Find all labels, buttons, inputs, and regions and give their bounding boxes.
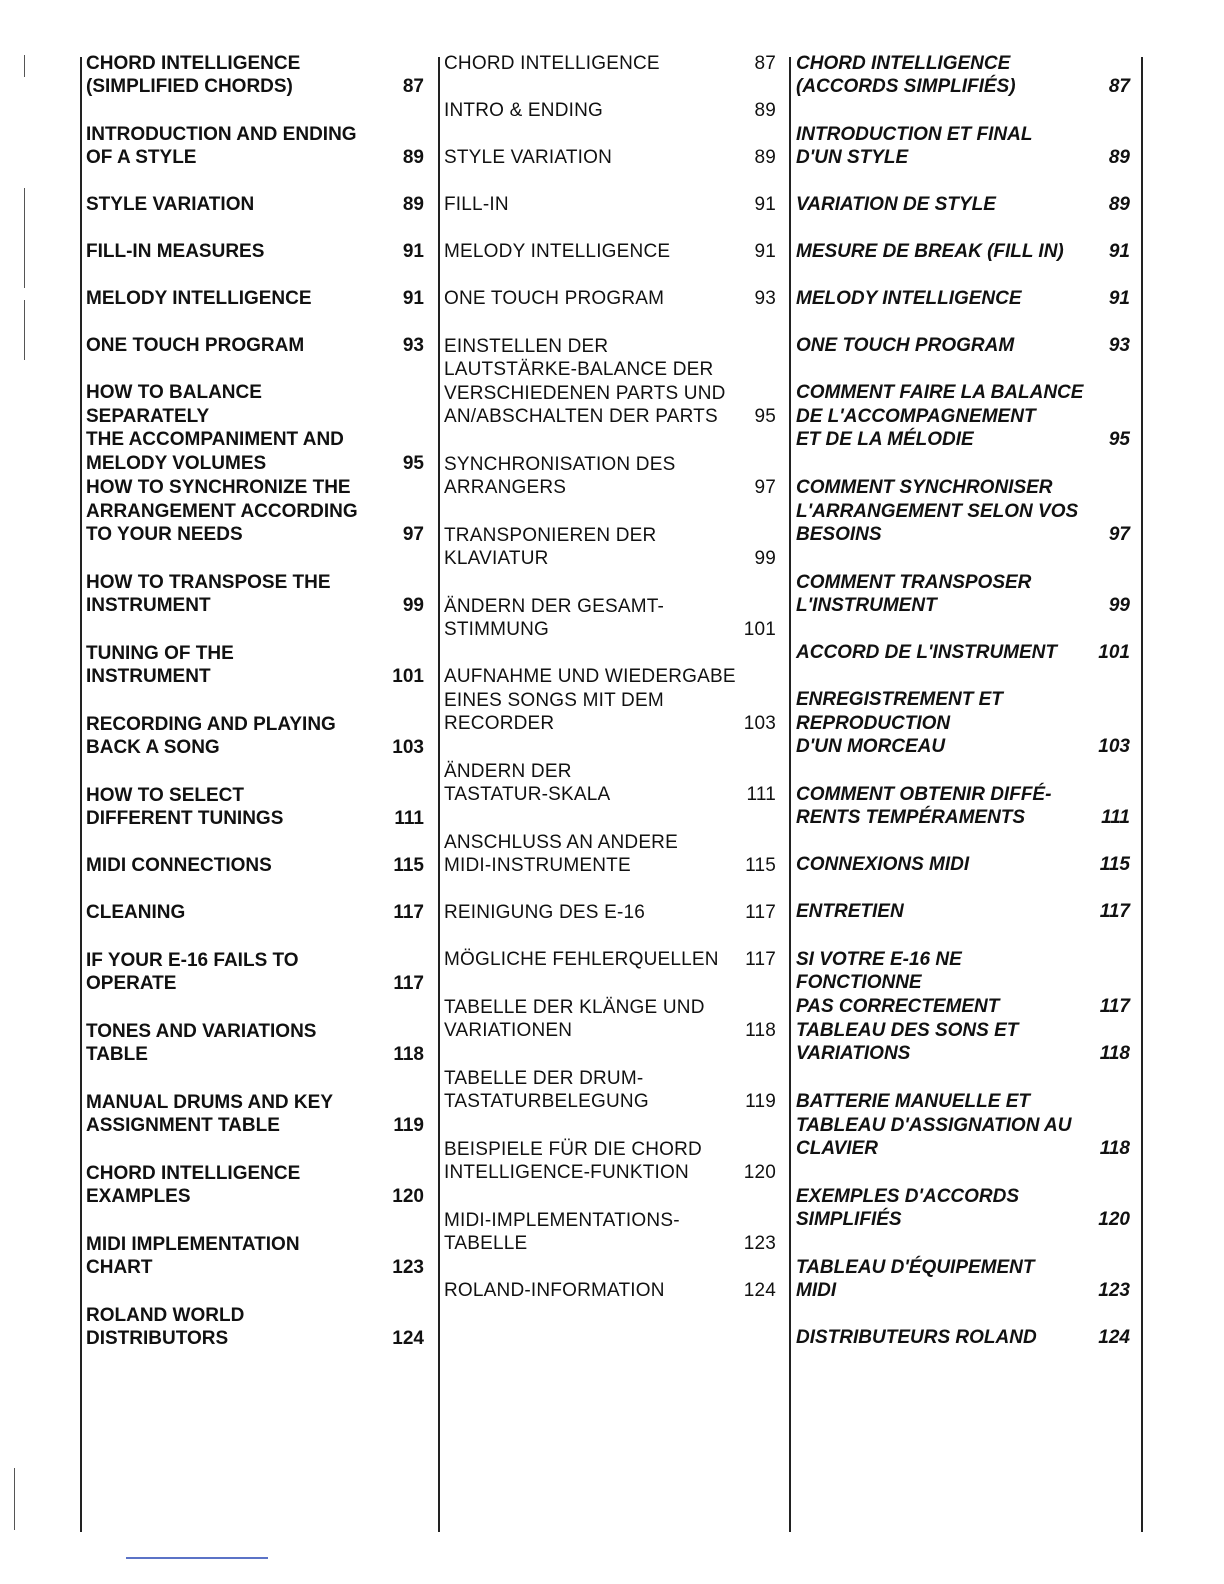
toc-entry[interactable] <box>444 335 776 429</box>
toc-entry-title: ONE TOUCH PROGRAM <box>796 335 1015 357</box>
toc-entry[interactable] <box>86 1091 424 1138</box>
toc-entry-title: MELODY INTELLIGENCE <box>796 288 1022 310</box>
toc-entry-page-number: 91 <box>402 288 424 310</box>
toc-entry[interactable] <box>86 334 424 358</box>
toc-entry[interactable] <box>444 948 776 972</box>
toc-entry[interactable] <box>796 193 1130 217</box>
toc-entry[interactable] <box>444 1279 776 1303</box>
margin-mark <box>24 300 25 360</box>
toc-entry-page-number: 89 <box>754 147 776 169</box>
toc-entry[interactable] <box>444 287 776 311</box>
toc-entry-title: COMMENT TRANSPOSER L'INSTRUMENT <box>796 571 1032 617</box>
toc-entry-title: FILL-IN MEASURES <box>86 241 265 263</box>
toc-entry[interactable] <box>796 641 1130 665</box>
toc-entry[interactable] <box>444 193 776 217</box>
toc-entry-title: FILL-IN <box>444 194 509 216</box>
toc-entry-page-number: 111 <box>394 808 424 830</box>
toc-entry-page-number: 89 <box>1108 147 1130 169</box>
toc-entry-page-number: 103 <box>743 713 776 735</box>
toc-entry[interactable] <box>86 713 424 760</box>
toc-entry[interactable] <box>86 193 424 217</box>
toc-entry[interactable] <box>796 1326 1130 1350</box>
toc-entry-title: ANSCHLUSS AN ANDERE MIDI-INSTRUMENTE <box>444 831 678 877</box>
toc-entry[interactable] <box>444 665 776 736</box>
toc-entry[interactable] <box>86 1162 424 1209</box>
toc-entry-page-number: 93 <box>402 335 424 357</box>
toc-entry-title: HOW TO SELECT DIFFERENT TUNINGS <box>86 784 284 830</box>
toc-entry-title: TUNING OF THE INSTRUMENT <box>86 642 234 688</box>
toc-entry[interactable] <box>796 52 1130 99</box>
toc-entry[interactable] <box>796 571 1130 618</box>
toc-entry[interactable] <box>86 854 424 878</box>
toc-entry[interactable] <box>444 1209 776 1256</box>
toc-entry-title: RECORDING AND PLAYING BACK A SONG <box>86 713 336 759</box>
margin-mark <box>24 188 25 288</box>
toc-entry-page-number: 91 <box>1108 288 1130 310</box>
toc-entry-page-number: 118 <box>1099 1043 1130 1065</box>
toc-entry-page-number: 118 <box>745 1020 776 1042</box>
toc-entry-title: SYNCHRONISATION DES ARRANGERS <box>444 453 676 499</box>
toc-entry-page-number: 101 <box>392 666 424 688</box>
toc-entry[interactable] <box>86 571 424 618</box>
toc-entry-title: STYLE VARIATION <box>86 194 255 216</box>
toc-entry-page-number: 118 <box>393 1044 424 1066</box>
toc-entry[interactable] <box>444 996 776 1043</box>
toc-entry[interactable] <box>444 901 776 925</box>
toc-entry-page-number: 117 <box>393 973 424 995</box>
toc-entry-title: COMMENT OBTENIR DIFFÉ- RENTS TEMPÉRAMENTS <box>796 783 1052 829</box>
toc-entry[interactable] <box>796 1256 1130 1303</box>
toc-entry-title: VARIATION DE STYLE <box>796 194 996 216</box>
toc-entry-title: MÖGLICHE FEHLERQUELLEN <box>444 949 719 971</box>
toc-entry-page-number: 99 <box>754 548 776 570</box>
toc-entry[interactable] <box>444 453 776 500</box>
toc-entry-title: HOW TO TRANSPOSE THE INSTRUMENT <box>86 571 331 617</box>
toc-entry-title: ROLAND WORLD DISTRIBUTORS <box>86 1304 245 1350</box>
toc-entry-title: ROLAND-INFORMATION <box>444 1280 665 1302</box>
toc-entry-title: STYLE VARIATION <box>444 147 613 169</box>
toc-entry-title: CHORD INTELLIGENCE (ACCORDS SIMPLIFIÉS) <box>796 52 1016 98</box>
toc-entry-page-number: 101 <box>743 619 776 641</box>
toc-entry[interactable] <box>796 381 1130 452</box>
toc-entry-title: MANUAL DRUMS AND KEY ASSIGNMENT TABLE <box>86 1091 333 1137</box>
toc-entry-page-number: 101 <box>1098 642 1130 664</box>
toc-entry-page-number: 95 <box>754 406 776 428</box>
toc-entry-title: CHORD INTELLIGENCE EXAMPLES <box>86 1162 301 1208</box>
column-divider-left <box>80 57 82 1532</box>
toc-entry-page-number: 124 <box>1098 1327 1130 1349</box>
toc-entry-page-number: 91 <box>402 241 424 263</box>
toc-entry-title: BATTERIE MANUELLE ET TABLEAU D'ASSIGNATION AU CLAVIER <box>796 1091 1072 1160</box>
toc-entry-title: EXEMPLES D'ACCORDS SIMPLIFIÉS <box>796 1185 1020 1231</box>
toc-entry-title: INTRODUCTION ET FINAL D'UN STYLE <box>796 123 1033 169</box>
toc-entry-title: CONNEXIONS MIDI <box>796 854 970 876</box>
toc-entry-page-number: 95 <box>402 452 424 474</box>
toc-entry-page-number: 103 <box>1098 736 1130 758</box>
toc-entry-page-number: 123 <box>743 1233 776 1255</box>
toc-entry[interactable] <box>86 52 424 99</box>
bottom-link-underline[interactable] <box>126 1557 268 1559</box>
toc-entry-page-number: 89 <box>754 100 776 122</box>
toc-entry[interactable] <box>86 901 424 925</box>
toc-entry-title: MELODY INTELLIGENCE <box>444 241 671 263</box>
toc-entry-page-number: 120 <box>743 1162 776 1184</box>
toc-entry-page-number: 87 <box>1108 76 1130 98</box>
toc-entry[interactable] <box>444 595 776 642</box>
toc-entry[interactable] <box>796 123 1130 170</box>
toc-entry-page-number: 111 <box>746 784 776 806</box>
toc-entry[interactable] <box>796 853 1130 877</box>
toc-entry-title: IF YOUR E-16 FAILS TO OPERATE <box>86 949 299 995</box>
toc-entry-title: ENTRETIEN <box>796 901 904 923</box>
toc-entry[interactable] <box>796 783 1130 830</box>
toc-entry[interactable] <box>444 1067 776 1114</box>
toc-entry-title: ÄNDERN DER GESAMT- STIMMUNG <box>444 595 665 641</box>
toc-entry-title: INTRODUCTION AND ENDING OF A STYLE <box>86 123 357 169</box>
toc-entry[interactable] <box>444 99 776 123</box>
toc-entry[interactable] <box>86 476 424 547</box>
toc-entry-title: MIDI CONNECTIONS <box>86 855 272 877</box>
toc-entry-page-number: 123 <box>1098 1280 1130 1302</box>
toc-entry[interactable] <box>86 1304 424 1351</box>
toc-entry[interactable] <box>86 1020 424 1067</box>
toc-entry-page-number: 99 <box>1108 595 1130 617</box>
toc-entry-title: HOW TO BALANCE SEPARATELY THE ACCOMPANIMENT AND MELODY VOLUMES <box>86 382 344 474</box>
toc-entry-title: MIDI-IMPLEMENTATIONS- TABELLE <box>444 1209 680 1255</box>
toc-entry[interactable] <box>86 642 424 689</box>
toc-entry[interactable] <box>796 1185 1130 1232</box>
toc-entry-title: CHORD INTELLIGENCE <box>444 53 660 75</box>
toc-entry[interactable] <box>86 1233 424 1280</box>
toc-entry[interactable] <box>444 146 776 170</box>
column-divider-right <box>789 57 791 1532</box>
toc-entry-title: REINIGUNG DES E-16 <box>444 902 646 924</box>
toc-entry-title: TABELLE DER DRUM- TASTATURBELEGUNG <box>444 1067 649 1113</box>
toc-entry-page-number: 115 <box>393 855 424 877</box>
toc-entry-page-number: 117 <box>393 902 424 924</box>
toc-entry[interactable] <box>796 1090 1130 1161</box>
toc-entry-page-number: 97 <box>754 477 776 499</box>
toc-entry-title: TRANSPONIEREN DER KLAVIATUR <box>444 524 657 570</box>
toc-entry[interactable] <box>796 688 1130 759</box>
toc-entry-title: DISTRIBUTEURS ROLAND <box>796 1327 1037 1349</box>
toc-entry-page-number: 120 <box>1098 1209 1130 1231</box>
toc-entry[interactable] <box>444 1138 776 1185</box>
toc-entry[interactable] <box>86 784 424 831</box>
toc-entry-page-number: 120 <box>392 1186 424 1208</box>
toc-entry-title: ÄNDERN DER TASTATUR-SKALA <box>444 760 611 806</box>
toc-entry[interactable] <box>444 240 776 264</box>
toc-entry-page-number: 87 <box>754 53 776 75</box>
toc-entry[interactable] <box>444 831 776 878</box>
toc-entry-page-number: 124 <box>392 1328 424 1350</box>
toc-entry-page-number: 97 <box>1108 524 1130 546</box>
toc-entry-page-number: 115 <box>745 855 776 877</box>
toc-entry-title: TABLEAU DES SONS ET VARIATIONS <box>796 1019 1019 1065</box>
toc-entry-page-number: 123 <box>392 1257 424 1279</box>
toc-entry-page-number: 87 <box>402 76 424 98</box>
toc-entry-page-number: 119 <box>393 1115 424 1137</box>
toc-entry-title: INTRO & ENDING <box>444 100 604 122</box>
toc-entry-title: ONE TOUCH PROGRAM <box>444 288 665 310</box>
toc-entry-page-number: 89 <box>402 194 424 216</box>
toc-entry[interactable] <box>796 948 1130 1019</box>
column-divider-edge <box>1141 57 1143 1532</box>
toc-entry-page-number: 91 <box>1108 241 1130 263</box>
toc-entry-page-number: 99 <box>402 595 424 617</box>
toc-entry-page-number: 103 <box>392 737 424 759</box>
toc-entry-page-number: 91 <box>754 194 776 216</box>
toc-entry-title: COMMENT SYNCHRONISER L'ARRANGEMENT SELON VOS BESOINS <box>796 477 1079 546</box>
toc-entry-page-number: 89 <box>1108 194 1130 216</box>
toc-entry-page-number: 119 <box>745 1091 776 1113</box>
toc-entry-page-number: 89 <box>402 147 424 169</box>
toc-entry-title: COMMENT FAIRE LA BALANCE DE L'ACCOMPAGNEMENT ET DE LA MÉLODIE <box>796 382 1084 451</box>
toc-entry-page-number: 117 <box>1099 901 1130 923</box>
toc-entry[interactable] <box>796 334 1130 358</box>
toc-entry[interactable] <box>86 123 424 170</box>
margin-mark <box>14 1468 15 1530</box>
toc-entry-title: TONES AND VARIATIONS TABLE <box>86 1020 317 1066</box>
toc-entry-title: BEISPIELE FÜR DIE CHORD INTELLIGENCE-FUNKTION <box>444 1138 702 1184</box>
toc-entry-title: CHORD INTELLIGENCE (SIMPLIFIED CHORDS) <box>86 52 301 98</box>
toc-entry-page-number: 115 <box>1099 854 1130 876</box>
toc-entry-page-number: 117 <box>745 902 776 924</box>
toc-entry[interactable] <box>444 760 776 807</box>
toc-entry-page-number: 117 <box>1099 995 1130 1017</box>
toc-entry[interactable] <box>86 240 424 264</box>
toc-entry[interactable] <box>796 476 1130 547</box>
toc-entry-page-number: 111 <box>1101 807 1130 829</box>
toc-entry-page-number: 118 <box>1099 1138 1130 1160</box>
toc-entry-page-number: 95 <box>1108 429 1130 451</box>
toc-entry[interactable] <box>86 949 424 996</box>
toc-entry-page-number: 124 <box>743 1280 776 1302</box>
toc-entry[interactable] <box>796 287 1130 311</box>
toc-entry[interactable] <box>444 524 776 571</box>
toc-entry-title: MELODY INTELLIGENCE <box>86 288 312 310</box>
toc-entry-page-number: 93 <box>754 288 776 310</box>
toc-entry-title: ONE TOUCH PROGRAM <box>86 335 305 357</box>
toc-entry-page-number: 117 <box>745 949 776 971</box>
toc-entry[interactable] <box>86 381 424 475</box>
toc-entry-title: MESURE DE BREAK (FILL IN) <box>796 241 1064 263</box>
toc-entry-title: HOW TO SYNCHRONIZE THE ARRANGEMENT ACCORDING TO YOUR NEEDS <box>86 477 358 546</box>
toc-entry-page-number: 97 <box>402 524 424 546</box>
column-divider-middle <box>438 57 440 1532</box>
toc-entry-title: TABLEAU D'ÉQUIPEMENT MIDI <box>796 1256 1035 1302</box>
toc-entry[interactable] <box>796 1019 1130 1066</box>
toc-entry-title: MIDI IMPLEMENTATION CHART <box>86 1233 300 1279</box>
toc-entry-page-number: 93 <box>1108 335 1130 357</box>
toc-entry-title: ACCORD DE L'INSTRUMENT <box>796 642 1058 664</box>
margin-mark <box>24 55 25 77</box>
toc-entry[interactable] <box>796 900 1130 924</box>
toc-entry-title: CLEANING <box>86 902 186 924</box>
toc-entry[interactable] <box>444 52 776 76</box>
toc-entry-title: ENREGISTREMENT ET REPRODUCTION D'UN MORCEAU <box>796 689 1003 758</box>
toc-entry-title: TABELLE DER KLÄNGE UND VARIATIONEN <box>444 996 705 1042</box>
toc-entry-title: EINSTELLEN DER LAUTSTÄRKE-BALANCE DER VERSCHIEDENEN PARTS UND AN/ABSCHALTEN DER PARTS <box>444 335 726 428</box>
toc-entry[interactable] <box>86 287 424 311</box>
toc-entry[interactable] <box>796 240 1130 264</box>
toc-entry-title: AUFNAHME UND WIEDERGABE EINES SONGS MIT DEM RECORDER <box>444 666 736 735</box>
toc-entry-title: SI VOTRE E-16 NE FONCTIONNE PAS CORRECTEMENT <box>796 948 1000 1017</box>
toc-entry-page-number: 91 <box>754 241 776 263</box>
